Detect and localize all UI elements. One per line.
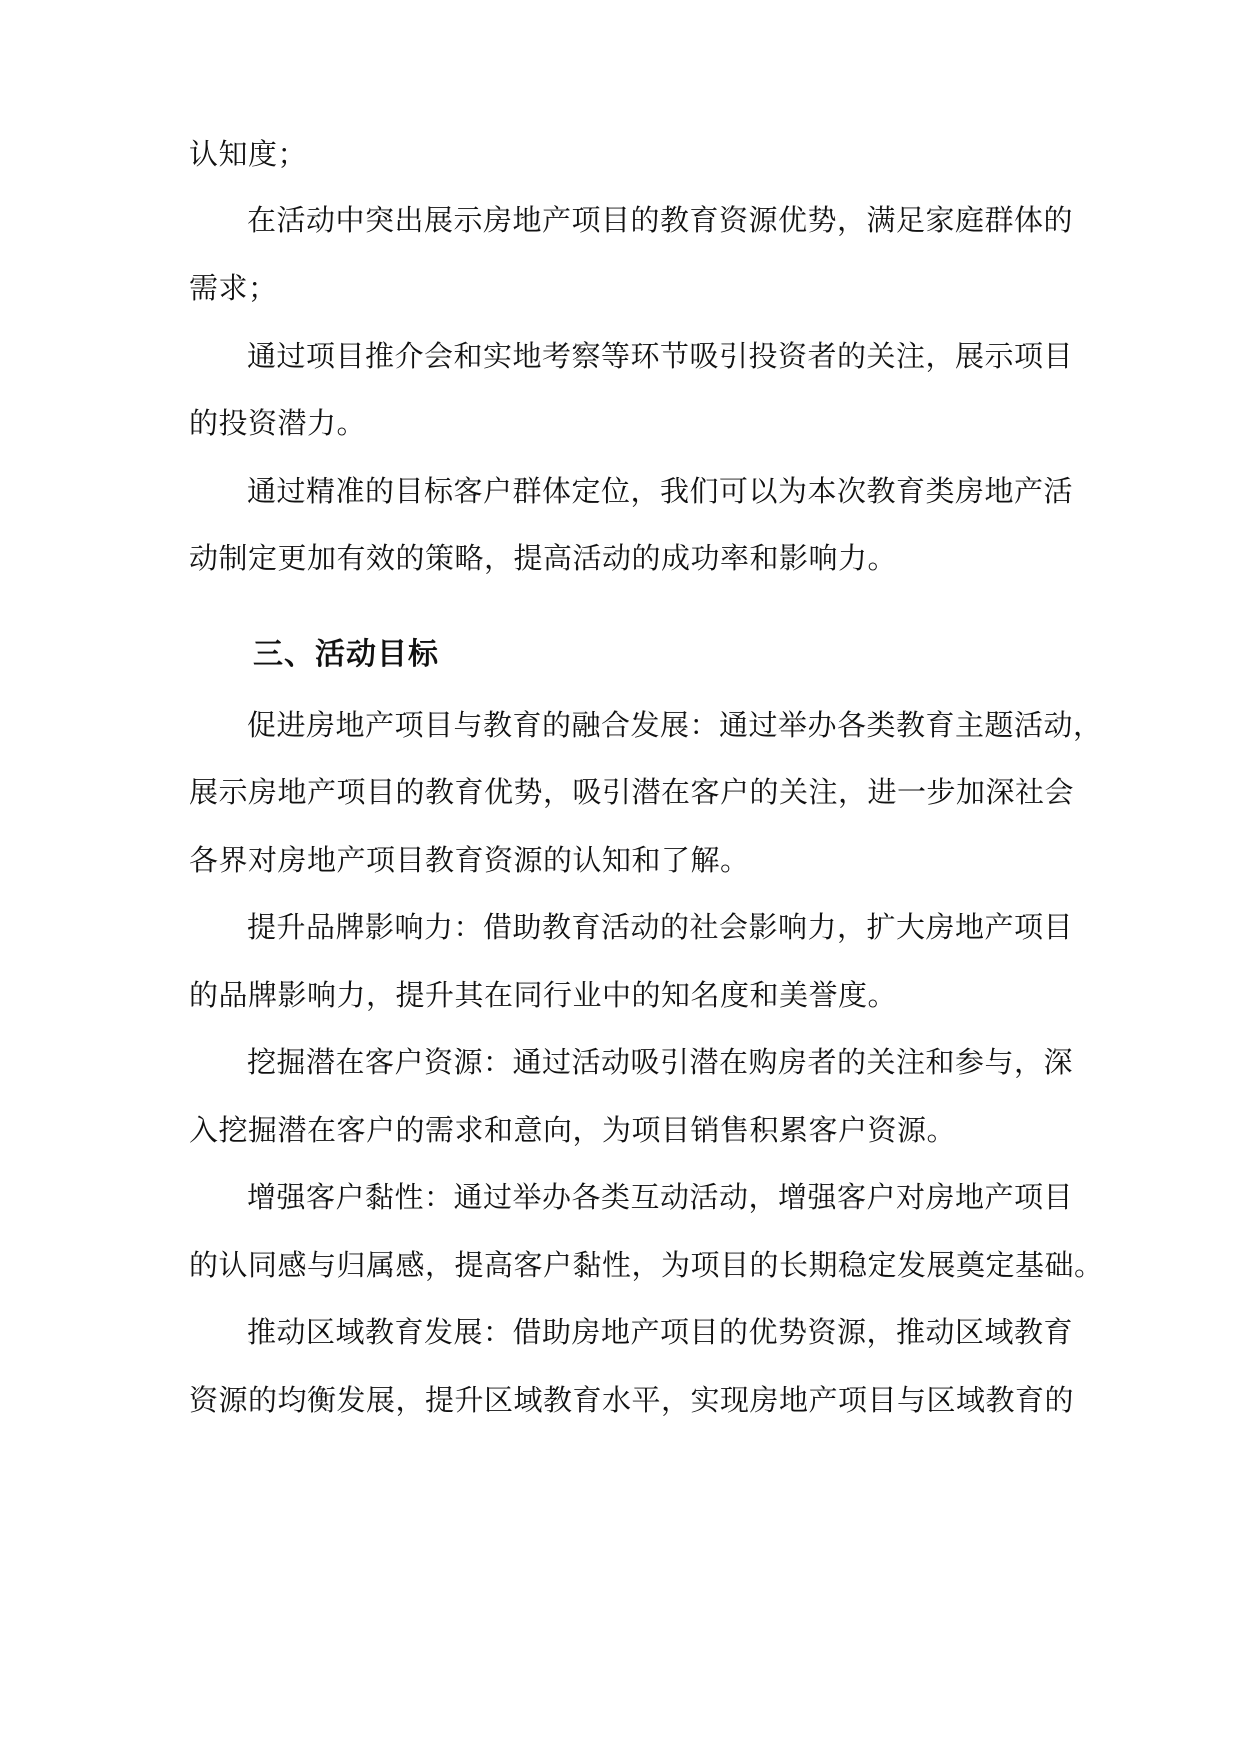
paragraph-line: 入挖掘潜在客户的需求和意向，为项目销售积累客户资源。 (189, 1113, 957, 1147)
paragraph-line: 的品牌影响力，提升其在同行业中的知名度和美誉度。 (189, 978, 898, 1012)
paragraph-line: 的认同感与归属感，提高客户黏性，为项目的长期稳定发展奠定基础。 (189, 1248, 1104, 1282)
paragraph-line: 提升品牌影响力：借助教育活动的社会影响力，扩大房地产项目 (247, 910, 1074, 944)
paragraph-line: 通过精准的目标客户群体定位，我们可以为本次教育类房地产活 (247, 474, 1074, 508)
paragraph-line: 展示房地产项目的教育优势，吸引潜在客户的关注，进一步加深社会 (189, 775, 1075, 809)
paragraph-line: 资源的均衡发展，提升区域教育水平，实现房地产项目与区域教育的 (189, 1383, 1075, 1417)
paragraph-line: 认知度； (189, 137, 308, 171)
section-heading: 三、活动目标 (253, 637, 439, 672)
paragraph-line: 的投资潜力。 (189, 406, 367, 440)
paragraph-line: 促进房地产项目与教育的融合发展：通过举办各类教育主题活动， (247, 708, 1103, 742)
paragraph-line: 通过项目推介会和实地考察等环节吸引投资者的关注，展示项目 (247, 339, 1074, 373)
paragraph-line: 在活动中突出展示房地产项目的教育资源优势，满足家庭群体的 (247, 203, 1074, 237)
paragraph-line: 动制定更加有效的策略，提高活动的成功率和影响力。 (189, 541, 898, 575)
paragraph-line: 各界对房地产项目教育资源的认知和了解。 (189, 843, 750, 877)
paragraph-line: 增强客户黏性：通过举办各类互动活动，增强客户对房地产项目 (247, 1180, 1074, 1214)
paragraph-line: 推动区域教育发展：借助房地产项目的优势资源，推动区域教育 (247, 1315, 1074, 1349)
paragraph-line: 挖掘潜在客户资源：通过活动吸引潜在购房者的关注和参与，深 (247, 1045, 1074, 1079)
paragraph-line: 需求； (189, 271, 278, 305)
